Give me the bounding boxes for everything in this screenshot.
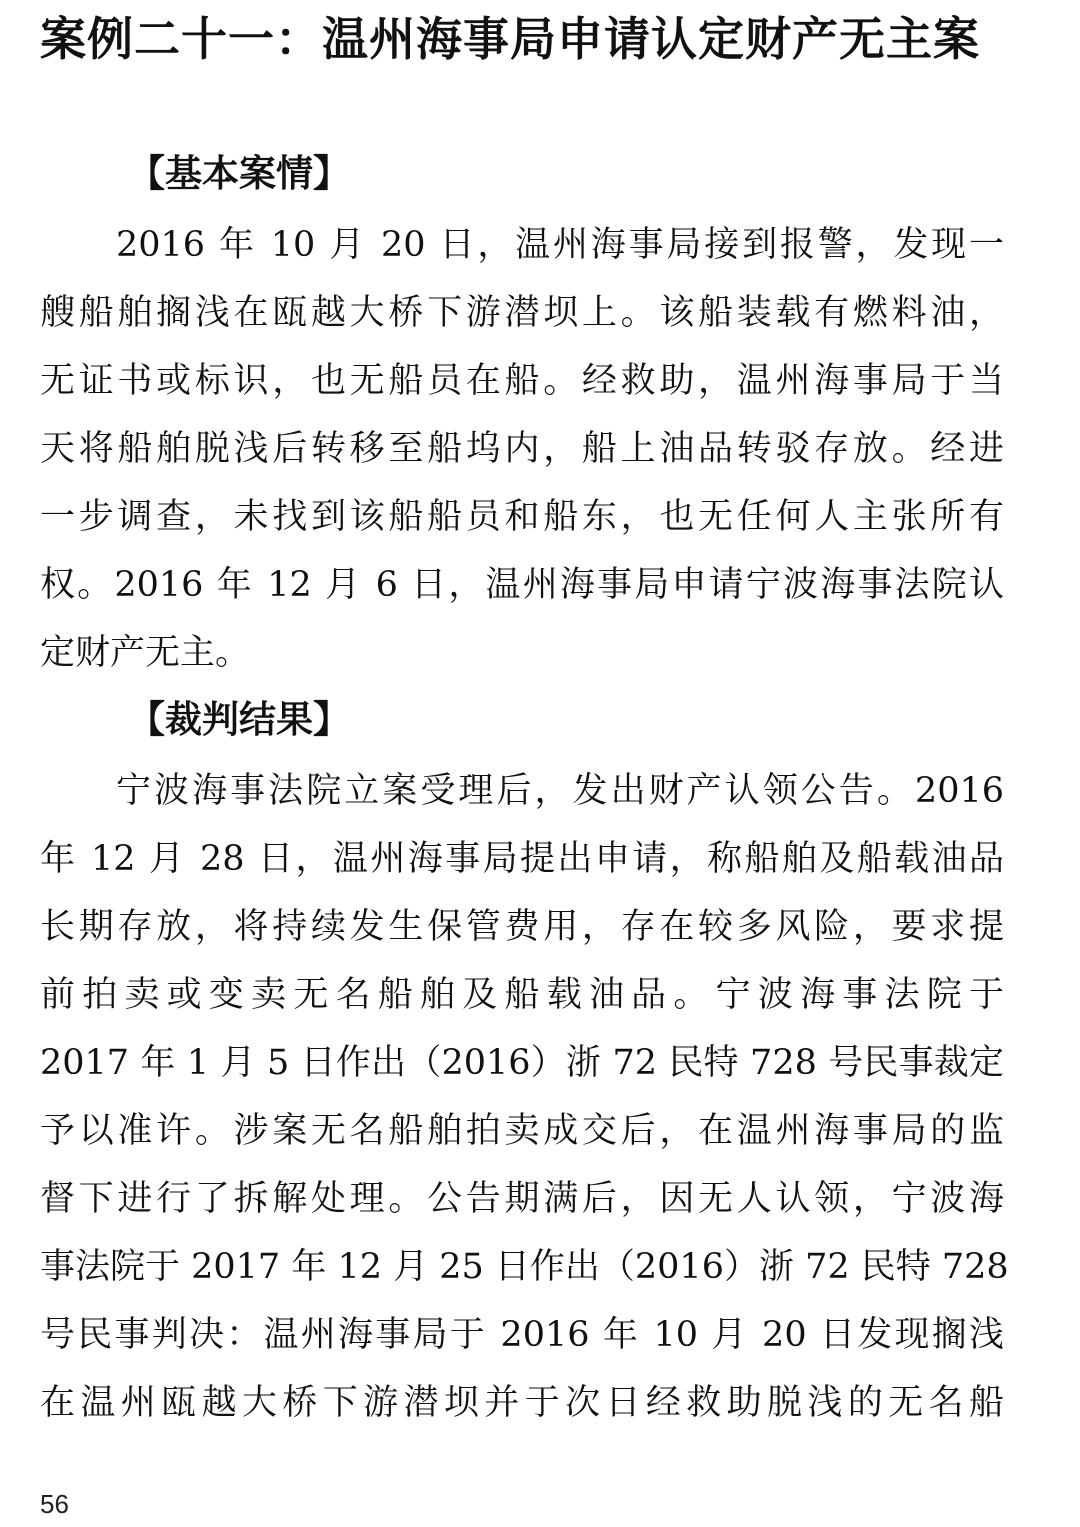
text-line: 一步调查，未找到该船船员和船东，也无任何人主张所有 xyxy=(40,497,1004,537)
judgment-result-paragraph xyxy=(40,757,1009,1437)
text-line: 事法院于 2017 年 12 月 25 日作出（2016）浙 72 民特 728 xyxy=(40,1247,1009,1287)
text-line: 号民事判决：温州海事局于 2016 年 10 月 20 日发现搁浅 xyxy=(40,1315,1004,1355)
section-heading-judgment-result: 【裁判结果】 xyxy=(128,698,350,741)
text-line: 长期存放，将持续发生保管费用，存在较多风险，要求提 xyxy=(40,907,1004,947)
text-line: 权。2016 年 12 月 6 日，温州海事局申请宁波海事法院认 xyxy=(40,565,1004,605)
text-line: 定财产无主。 xyxy=(40,633,251,673)
text-line: 艘船舶搁浅在瓯越大桥下游潜坝上。该船装载有燃料油， xyxy=(40,293,1004,333)
text-line: 天将船舶脱浅后转移至船坞内，船上油品转驳存放。经进 xyxy=(40,429,1004,469)
text-line: 予以准许。涉案无名船舶拍卖成交后，在温州海事局的监 xyxy=(40,1111,1004,1151)
text-line: 年 12 月 28 日，温州海事局提出申请，称船舶及船载油品 xyxy=(40,839,1004,879)
text-line: 在温州瓯越大桥下游潜坝并于次日经救助脱浅的无名船 xyxy=(40,1383,1004,1423)
text-line: 无证书或标识，也无船员在船。经救助，温州海事局于当 xyxy=(40,361,1004,401)
basic-facts-paragraph xyxy=(40,211,1004,687)
page-number: 56 xyxy=(40,1489,69,1519)
section-heading-basic-facts: 【基本案情】 xyxy=(128,152,350,195)
text-line: 督下进行了拆解处理。公告期满后，因无人认领，宁波海 xyxy=(40,1179,1004,1219)
text-line: 宁波海事法院立案受理后，发出财产认领公告。2016 xyxy=(116,771,1004,811)
text-line: 2017 年 1 月 5 日作出（2016）浙 72 民特 728 号民事裁定 xyxy=(40,1043,1004,1083)
text-line: 2016 年 10 月 20 日，温州海事局接到报警，发现一 xyxy=(116,225,1004,265)
case-title: 案例二十一：温州海事局申请认定财产无主案 xyxy=(40,12,980,66)
text-line: 前拍卖或变卖无名船舶及船载油品。宁波海事法院于 xyxy=(40,975,1004,1015)
